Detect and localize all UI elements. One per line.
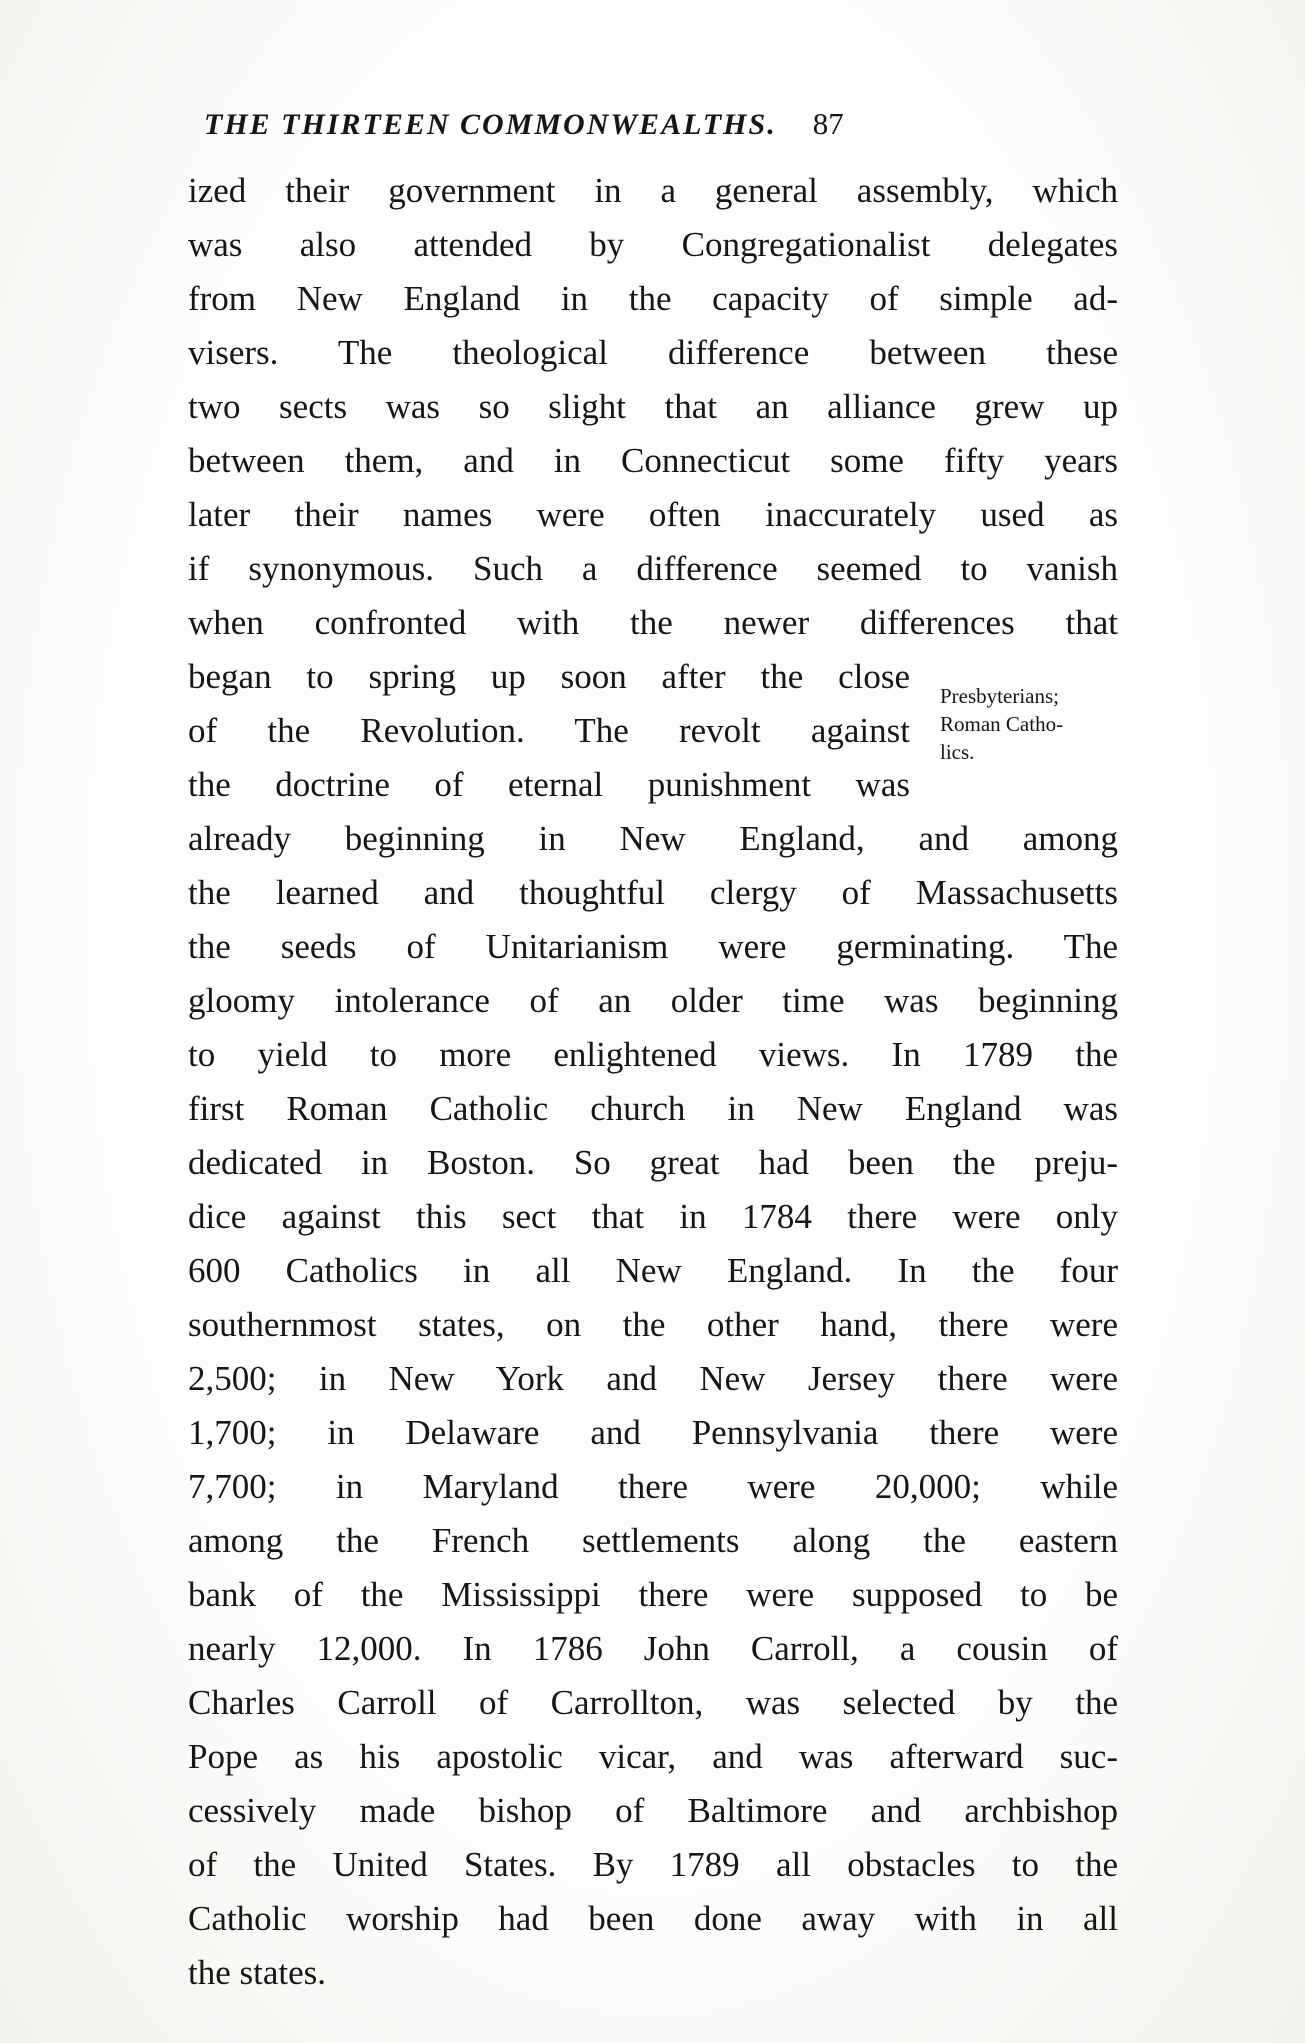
text-line: 7,700; in Maryland there were 20,000; while xyxy=(188,1467,1118,1506)
running-header xyxy=(188,106,1118,142)
text-line: nearly 12,000. In 1786 John Carroll, a cousin of xyxy=(188,1629,1118,1668)
text-line: dice against this sect that in 1784 there were only xyxy=(188,1197,1118,1236)
text-line: ized their government in a general assembly, which xyxy=(188,171,1118,210)
text-line: began to spring up soon after the close xyxy=(188,657,910,696)
margin-note-line: lics. xyxy=(940,740,975,764)
text-line: gloomy intolerance of an older time was beginning xyxy=(188,981,1118,1020)
text-line: visers. The theological difference between these xyxy=(188,333,1118,372)
body-section-with-margin-note xyxy=(188,650,1118,812)
text-line: of the Revolution. The revolt against xyxy=(188,711,910,750)
text-line: 600 Catholics in all New England. In the four xyxy=(188,1251,1118,1290)
text-line: cessively made bishop of Baltimore and archbishop xyxy=(188,1791,1118,1830)
body-section-bottom xyxy=(188,812,1118,2000)
page-title: THE THIRTEEN COMMONWEALTHS. xyxy=(204,108,777,141)
text-line: to yield to more enlightened views. In 1789 the xyxy=(188,1035,1118,1074)
text-line: the doctrine of eternal punishment was xyxy=(188,765,910,804)
text-line: the seeds of Unitarianism were germinating. The xyxy=(188,927,1118,966)
margin-note-line: Roman Catho- xyxy=(940,712,1064,736)
text-line: already beginning in New England, and among xyxy=(188,819,1118,858)
text-line: the states. xyxy=(188,1953,327,1992)
text-line: later their names were often inaccurately used as xyxy=(188,495,1118,534)
text-line: 1,700; in Delaware and Pennsylvania there were xyxy=(188,1413,1118,1452)
text-line: southernmost states, on the other hand, there were xyxy=(188,1305,1118,1344)
text-line: the learned and thoughtful clergy of Massachusetts xyxy=(188,873,1118,912)
text-line: from New England in the capacity of simple ad- xyxy=(188,279,1118,318)
text-line: between them, and in Connecticut some fifty years xyxy=(188,441,1118,480)
text-line: of the United States. By 1789 all obstacles to the xyxy=(188,1845,1118,1884)
text-line: Charles Carroll of Carrollton, was selected by the xyxy=(188,1683,1118,1722)
margin-note-line: Presbyterians; xyxy=(940,684,1059,708)
text-line: bank of the Mississippi there were supposed to be xyxy=(188,1575,1118,1614)
text-line: when confronted with the newer differences that xyxy=(188,603,1118,642)
text-line: 2,500; in New York and New Jersey there were xyxy=(188,1359,1118,1398)
text-line: if synonymous. Such a difference seemed to vanish xyxy=(188,549,1118,588)
text-line: dedicated in Boston. So great had been the preju- xyxy=(188,1143,1118,1182)
text-line: two sects was so slight that an alliance grew up xyxy=(188,387,1118,426)
margin-note xyxy=(940,682,1145,766)
text-line: Catholic worship had been done away with in all xyxy=(188,1899,1118,1938)
text-line: Pope as his apostolic vicar, and was afterward suc- xyxy=(188,1737,1118,1776)
body-section-top xyxy=(188,164,1118,650)
text-line: was also attended by Congregationalist delegates xyxy=(188,225,1118,264)
body-text xyxy=(188,164,1118,2000)
page-number: 87 xyxy=(812,106,844,141)
text-line: first Roman Catholic church in New England was xyxy=(188,1089,1118,1128)
text-line: among the French settlements along the eastern xyxy=(188,1521,1118,1560)
